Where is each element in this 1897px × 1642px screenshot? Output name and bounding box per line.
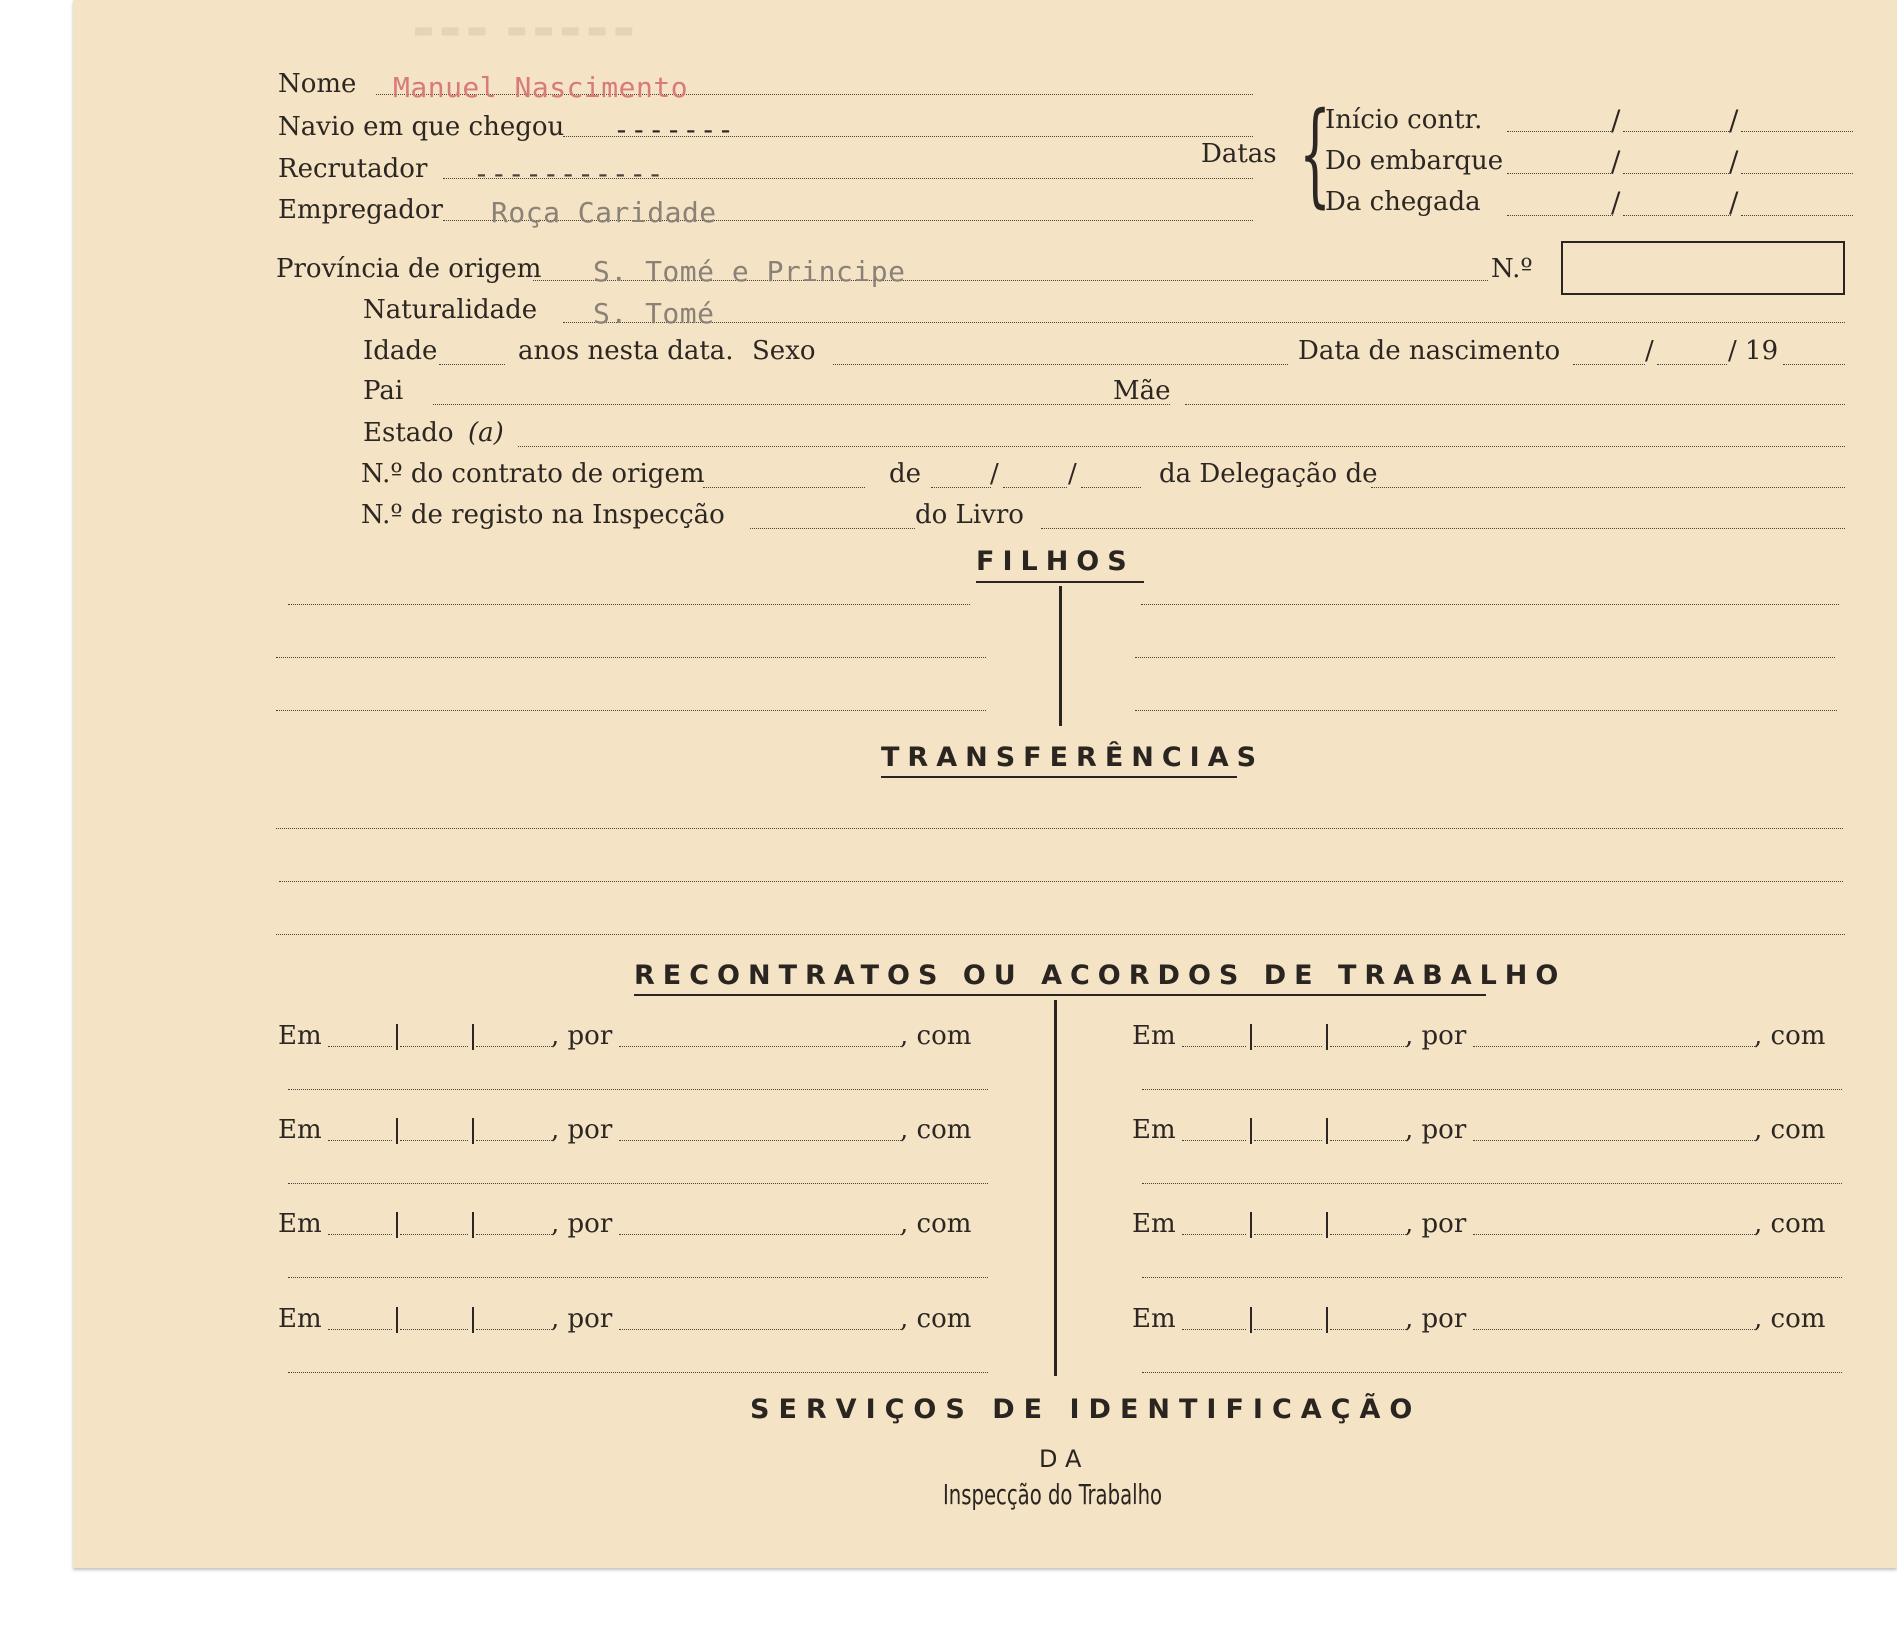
nascimento-label: Data de nascimento [1298, 336, 1561, 366]
estado-line [518, 446, 1845, 447]
contrato-de-label: de [889, 459, 922, 489]
recontrato-tick-1 [396, 1024, 398, 1050]
recontrato-day-line[interactable] [1182, 1234, 1246, 1235]
estado-note: (a) [468, 418, 504, 448]
recontrato-tick-1 [396, 1212, 398, 1238]
contrato-slash-2: / [1068, 459, 1077, 489]
form-card [73, 0, 1897, 1568]
filhos-line-left-2 [276, 657, 986, 658]
recontrato-tick-2 [1326, 1307, 1328, 1333]
recontrato-year-line[interactable] [1330, 1329, 1406, 1330]
recontrato-em-label: Em [278, 1304, 322, 1334]
chegada-day-line [1507, 215, 1613, 216]
transferencias-heading: TRANSFERÊNCIAS [881, 742, 1265, 773]
recontrato-next-line[interactable] [288, 1372, 988, 1373]
sexo-label: Sexo [752, 336, 816, 366]
filhos-divider [1059, 586, 1062, 726]
recontrato-day-line[interactable] [328, 1234, 392, 1235]
contrato-line [703, 487, 865, 488]
recontrato-por-label: , por [551, 1115, 613, 1145]
recontrato-day-line[interactable] [1182, 1140, 1246, 1141]
embarque-day-line [1507, 173, 1613, 174]
recontrato-month-line[interactable] [400, 1140, 468, 1141]
recontrato-em-label: Em [1132, 1209, 1176, 1239]
naturalidade-value[interactable]: S. Tomé [593, 297, 715, 330]
mae-label: Mãe [1113, 376, 1171, 406]
footer-da: DA [1039, 1445, 1090, 1473]
recontrato-por-line[interactable] [1473, 1140, 1755, 1141]
recontrato-com-label: , com [1754, 1021, 1826, 1051]
embarque-slash-1: / [1611, 145, 1621, 178]
recrutador-label: Recrutador [278, 154, 428, 184]
nome-label: Nome [278, 69, 357, 99]
recontratos-underline [634, 994, 1486, 996]
recontrato-next-line[interactable] [1142, 1372, 1842, 1373]
recontrato-year-line[interactable] [476, 1329, 552, 1330]
recontrato-em-label: Em [1132, 1021, 1176, 1051]
inicio-day-line [1507, 131, 1613, 132]
recontrato-por-label: , por [1405, 1304, 1467, 1334]
pai-line [433, 404, 1170, 405]
recontrato-next-line[interactable] [288, 1089, 988, 1090]
recontrato-year-line[interactable] [476, 1046, 552, 1047]
recontrato-day-line[interactable] [328, 1329, 392, 1330]
recontrato-tick-2 [472, 1118, 474, 1144]
chegada-month-line [1623, 215, 1731, 216]
recontrato-por-line[interactable] [1473, 1329, 1755, 1330]
recontrato-tick-1 [1250, 1024, 1252, 1050]
recontrato-tick-2 [1326, 1118, 1328, 1144]
anos-label: anos nesta data. [518, 336, 734, 366]
embarque-year-line [1741, 173, 1853, 174]
recontrato-next-line[interactable] [1142, 1183, 1842, 1184]
contrato-slash-1: / [990, 459, 999, 489]
filhos-line-right-1 [1141, 604, 1839, 605]
recontrato-por-line[interactable] [619, 1234, 901, 1235]
recontrato-next-line[interactable] [288, 1183, 988, 1184]
recontrato-por-line[interactable] [619, 1329, 901, 1330]
recontrato-year-line[interactable] [1330, 1046, 1406, 1047]
recontrato-tick-1 [1250, 1212, 1252, 1238]
empregador-value[interactable]: Roça Caridade [491, 196, 717, 229]
delegacao-label: da Delegação de [1159, 459, 1378, 489]
recontrato-year-line[interactable] [476, 1234, 552, 1235]
recontrato-tick-2 [472, 1212, 474, 1238]
naturalidade-line [563, 322, 1845, 323]
recontrato-em-label: Em [278, 1115, 322, 1145]
recontrato-com-label: , com [900, 1209, 972, 1239]
inicio-year-line [1741, 131, 1853, 132]
recontrato-por-label: , por [1405, 1115, 1467, 1145]
recontrato-por-line[interactable] [619, 1140, 901, 1141]
recontrato-year-line[interactable] [1330, 1140, 1406, 1141]
recrutador-value[interactable]: ----------- [473, 157, 664, 190]
nascimento-day-line [1573, 364, 1645, 365]
nascimento-year-line [1783, 364, 1845, 365]
recontrato-next-line[interactable] [1142, 1277, 1842, 1278]
pai-label: Pai [363, 376, 404, 406]
recontrato-em-label: Em [278, 1209, 322, 1239]
filhos-line-left-3 [276, 710, 986, 711]
chegada-slash-2: / [1729, 186, 1739, 219]
estado-label: Estado [363, 418, 454, 448]
transferencias-line-2 [279, 881, 1843, 882]
recontrato-tick-1 [396, 1307, 398, 1333]
recontrato-tick-2 [472, 1024, 474, 1050]
recontrato-por-label: , por [551, 1209, 613, 1239]
recontrato-por-line[interactable] [1473, 1234, 1755, 1235]
recontrato-com-label: , com [900, 1021, 972, 1051]
recontrato-day-line[interactable] [1182, 1046, 1246, 1047]
recontrato-year-line[interactable] [476, 1140, 552, 1141]
registo-label: N.º de registo na Inspecção [361, 500, 725, 530]
recontrato-com-label: , com [1754, 1304, 1826, 1334]
recontratos-divider [1054, 1000, 1057, 1376]
recontrato-month-line[interactable] [1254, 1234, 1322, 1235]
recontrato-por-line[interactable] [619, 1046, 901, 1047]
recontrato-tick-2 [1326, 1212, 1328, 1238]
recontrato-tick-1 [396, 1118, 398, 1144]
recontrato-por-label: , por [551, 1021, 613, 1051]
recontrato-next-line[interactable] [288, 1277, 988, 1278]
chegada-label: Da chegada [1325, 187, 1481, 217]
transferencias-underline [881, 776, 1237, 778]
recontrato-month-line[interactable] [1254, 1046, 1322, 1047]
recontrato-por-line[interactable] [1473, 1046, 1755, 1047]
nome-value[interactable]: Manuel Nascimento [393, 71, 689, 104]
recontrato-com-label: , com [900, 1115, 972, 1145]
recontrato-com-label: , com [900, 1304, 972, 1334]
sexo-line [833, 364, 1288, 365]
contrato-month-line [1003, 487, 1067, 488]
chegada-slash-1: / [1611, 186, 1621, 219]
recontrato-day-line[interactable] [328, 1046, 392, 1047]
contrato-label: N.º do contrato de origem [361, 459, 705, 489]
embarque-month-line [1623, 173, 1731, 174]
recontrato-com-label: , com [1754, 1209, 1826, 1239]
livro-label: do Livro [915, 500, 1024, 530]
recontrato-year-line[interactable] [1330, 1234, 1406, 1235]
inicio-label: Início contr. [1325, 105, 1483, 135]
nascimento-slash: / [1645, 336, 1654, 366]
empregador-label: Empregador [278, 195, 443, 225]
filhos-line-right-2 [1135, 657, 1835, 658]
inicio-month-line [1623, 131, 1731, 132]
provincia-value[interactable]: S. Tomé e Principe [593, 255, 906, 288]
mae-line [1185, 404, 1845, 405]
filhos-heading: FILHOS [976, 546, 1135, 577]
recontrato-day-line[interactable] [328, 1140, 392, 1141]
recontrato-month-line[interactable] [1254, 1140, 1322, 1141]
filhos-underline [976, 581, 1144, 583]
inicio-slash-1: / [1611, 104, 1621, 137]
numero-box[interactable] [1561, 241, 1845, 295]
recontrato-tick-1 [1250, 1307, 1252, 1333]
nascimento-month-line [1657, 364, 1727, 365]
livro-line [1041, 528, 1845, 529]
datas-brace: { [1299, 89, 1332, 219]
recontrato-month-line[interactable] [1254, 1329, 1322, 1330]
recontrato-day-line[interactable] [1182, 1329, 1246, 1330]
nascimento-year-prefix: / 19 [1728, 336, 1779, 366]
contrato-day-line [931, 487, 991, 488]
transferencias-line-1 [276, 828, 1843, 829]
contrato-year-line [1081, 487, 1141, 488]
provincia-label: Província de origem [276, 254, 542, 284]
filhos-line-right-3 [1135, 710, 1837, 711]
datas-label: Datas [1201, 139, 1277, 169]
registo-line [750, 528, 915, 529]
recontrato-por-label: , por [1405, 1021, 1467, 1051]
transferencias-line-3 [276, 934, 1845, 935]
recontrato-next-line[interactable] [1142, 1089, 1842, 1090]
recontrato-por-label: , por [1405, 1209, 1467, 1239]
filhos-line-left-1 [288, 604, 970, 605]
recontrato-tick-2 [1326, 1024, 1328, 1050]
recontrato-month-line[interactable] [400, 1329, 468, 1330]
footer-inspeccao: Inspecção do Trabalho [943, 1478, 1163, 1511]
recontrato-month-line[interactable] [400, 1046, 468, 1047]
navio-label: Navio em que chegou [278, 112, 565, 142]
recontrato-por-label: , por [551, 1304, 613, 1334]
recontrato-com-label: , com [1754, 1115, 1826, 1145]
idade-line [439, 364, 505, 365]
faint-bleedthrough-mark: ▬▬▬ ▬▬▬▬▬ [413, 18, 641, 43]
recontrato-em-label: Em [1132, 1115, 1176, 1145]
delegacao-line [1371, 487, 1845, 488]
chegada-year-line [1741, 215, 1853, 216]
navio-value[interactable]: ------- [613, 113, 735, 146]
numero-label: N.º [1491, 254, 1533, 284]
recontrato-month-line[interactable] [400, 1234, 468, 1235]
recontrato-tick-1 [1250, 1118, 1252, 1144]
recontratos-heading: RECONTRATOS OU ACORDOS DE TRABALHO [634, 960, 1567, 991]
inicio-slash-2: / [1729, 104, 1739, 137]
idade-label: Idade [363, 336, 438, 366]
recontrato-em-label: Em [1132, 1304, 1176, 1334]
naturalidade-label: Naturalidade [363, 295, 538, 325]
recontrato-em-label: Em [278, 1021, 322, 1051]
footer-servicos: SERVIÇOS DE IDENTIFICAÇÃO [750, 1394, 1422, 1425]
embarque-slash-2: / [1729, 145, 1739, 178]
recontrato-tick-2 [472, 1307, 474, 1333]
embarque-label: Do embarque [1325, 146, 1504, 176]
